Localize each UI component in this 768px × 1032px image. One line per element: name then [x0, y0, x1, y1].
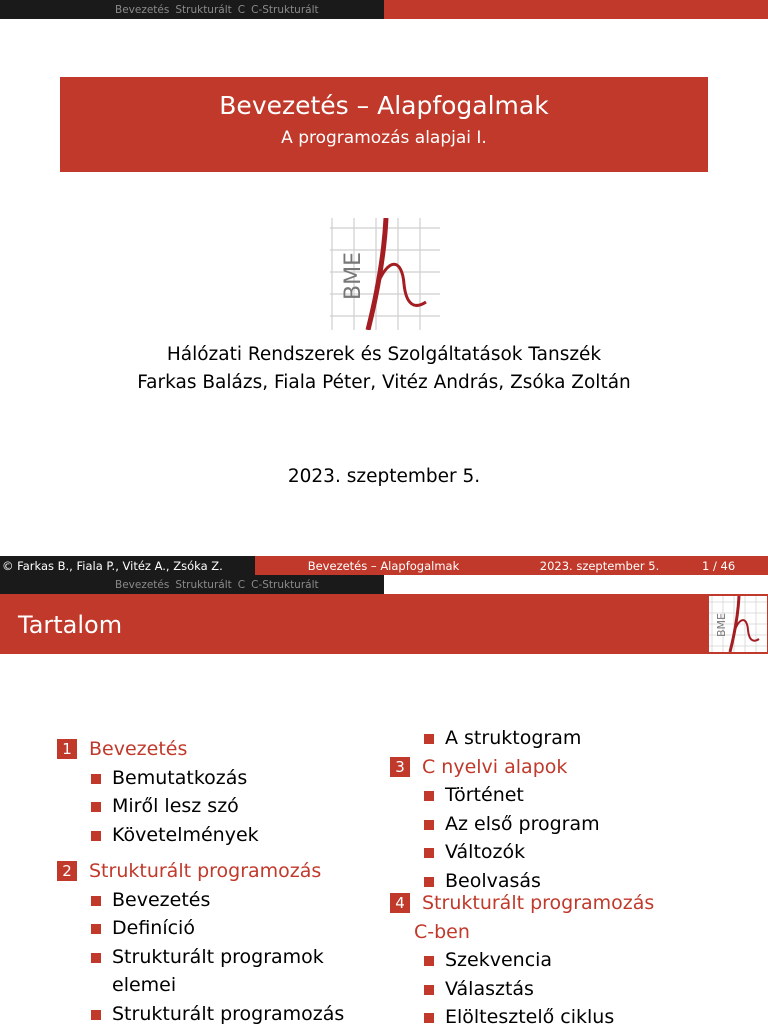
toc-section-1[interactable] — [57, 735, 344, 764]
bullet-icon — [91, 1010, 101, 1020]
bullet-icon — [424, 1013, 434, 1023]
nav-item-c[interactable]: C — [237, 3, 246, 16]
bme-logo-small-icon — [709, 596, 767, 652]
footer-title: Bevezetés – Alapfogalmak — [255, 556, 512, 575]
nav-item-c-strukturalt[interactable]: C-Strukturált — [251, 3, 319, 16]
slide-title: Bevezetés – Alapfogalmak — [219, 91, 549, 120]
section-number: 2 — [57, 861, 77, 881]
bullet-icon — [424, 848, 434, 858]
nav-bar-2 — [0, 575, 384, 594]
footer-right — [512, 556, 768, 575]
nav-accent-bar — [384, 0, 768, 19]
nav-bar — [0, 0, 384, 19]
section-label: Bevezetés — [89, 738, 188, 760]
footer-authors: © Farkas B., Fiala P., Vitéz A., Zsóka Z. — [0, 556, 255, 575]
toc-item[interactable]: Miről lesz szó — [91, 792, 344, 821]
nav2-item-c-strukturalt[interactable]: C-Strukturált — [251, 578, 319, 591]
bullet-icon — [91, 924, 101, 934]
footer-date: 2023. szeptember 5. — [539, 558, 660, 573]
toc-section-2[interactable] — [57, 857, 344, 886]
bullet-icon — [91, 774, 101, 784]
toc-item[interactable]: A struktogram — [424, 724, 654, 753]
bullet-icon — [91, 802, 101, 812]
bullet-icon — [424, 985, 434, 995]
authors: Farkas Balázs, Fiala Péter, Vitéz András, Zsóka Zoltán — [137, 372, 631, 393]
bullet-icon — [424, 877, 434, 887]
section-number: 3 — [390, 757, 410, 777]
logo-text: BME — [341, 252, 366, 300]
slide-subtitle: A programozás alapjai I. — [281, 128, 487, 148]
bullet-icon — [91, 896, 101, 906]
title-box — [60, 77, 708, 172]
toc-item[interactable]: Történet — [424, 781, 654, 810]
toc-item[interactable]: Strukturált programok — [91, 943, 344, 972]
toc-item[interactable]: Szekvencia — [424, 946, 654, 975]
nav-item-bevezetes[interactable]: Bevezetés — [115, 3, 170, 16]
toc-item[interactable]: Választás — [424, 975, 654, 1004]
toc-item[interactable]: Definíció — [91, 914, 344, 943]
toc-item[interactable]: Strukturált programozás — [91, 1000, 344, 1029]
toc-item-continuation: elemei — [112, 974, 177, 996]
presentation-date: 2023. szeptember 5. — [287, 466, 481, 487]
frame-title: Tartalom — [18, 611, 123, 639]
bullet-icon — [91, 831, 101, 841]
nav2-item-c[interactable]: C — [237, 578, 246, 591]
slide2-top-nav — [0, 575, 768, 594]
section-number: 4 — [390, 893, 410, 913]
toc-section-4[interactable] — [390, 889, 654, 918]
bullet-icon — [424, 820, 434, 830]
toc-item[interactable]: Az első program — [424, 810, 654, 839]
toc-item[interactable]: Változók — [424, 838, 654, 867]
toc-left-column — [57, 735, 344, 1028]
toc-section-3[interactable] — [390, 753, 654, 782]
bullet-icon — [424, 734, 434, 744]
section-label: Strukturált programozás — [89, 860, 322, 882]
section-label-continuation: C-ben — [414, 920, 470, 943]
footer-page-number: 1 / 46 — [702, 558, 736, 573]
nav2-item-strukturalt[interactable]: Strukturált — [175, 578, 232, 591]
section-label: Strukturált programozás — [422, 892, 655, 914]
section-label: C nyelvi alapok — [422, 755, 568, 778]
section-number: 1 — [57, 739, 77, 759]
nav-item-strukturalt[interactable]: Strukturált — [175, 3, 232, 16]
toc-item[interactable]: Beolvasás — [424, 867, 654, 896]
toc-item[interactable]: Követelmények — [91, 821, 344, 850]
toc-item[interactable]: Elöltesztelő ciklus — [424, 1003, 654, 1032]
bullet-icon — [424, 791, 434, 801]
logo-small-text: BME — [715, 613, 728, 637]
nav2-item-bevezetes[interactable]: Bevezetés — [115, 578, 170, 591]
toc-item[interactable]: Bemutatkozás — [91, 764, 344, 793]
slide1-footer — [0, 556, 768, 575]
bme-logo-icon — [330, 218, 440, 330]
toc-right-column — [390, 724, 654, 1032]
slide1-top-nav — [0, 0, 768, 19]
frame-title-bar — [0, 594, 768, 654]
bullet-icon — [424, 956, 434, 966]
department: Hálózati Rendszerek és Szolgáltatások Tanszék — [166, 344, 602, 365]
toc-item[interactable]: Bevezetés — [91, 886, 344, 915]
bullet-icon — [91, 953, 101, 963]
